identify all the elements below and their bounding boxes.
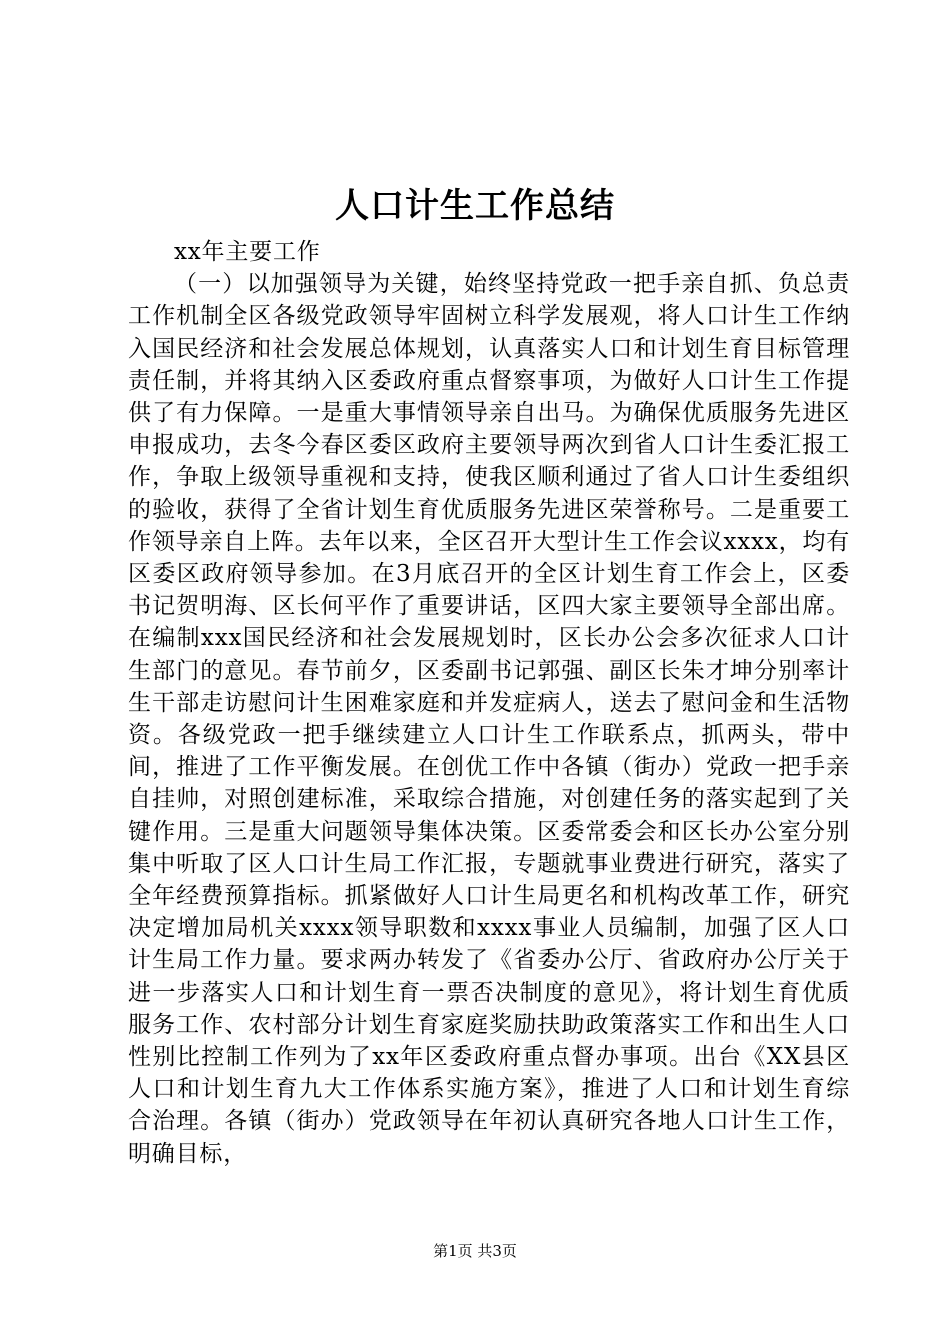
section-heading: xx年主要工作	[174, 239, 321, 265]
body-paragraph: （一）以加强领导为关键，始终坚持党政一把手亲自抓、负总责工作机制全区各级党政领导牢固树立科学发展观，将人口计生工作纳入国民经济和社会发展总体规划，认真落实人口和计划生育目标管理责任制，并将其纳入区委政府重点督察事项，为做好人口计生工作提供了有力保障。一是重大事情领导亲自出马。为确保优质服务先进区申报成功，去冬今春区委区政府主要领导两次到省人口计生委汇报工作，争取上级领导重视和支持，使我区顺利通过了省人口计生委组织的验收，获得了全省计划生育优质服务先进区荣誉称号。二是重要工作领导亲自上阵。去年以来，全区召开大型计生工作会议xxxx，均有区委区政府领导参加。在3月底召开的全区计划生育工作会上，区委书记贺明海、区长何平作了重要讲话，区四大家主要领导全部出席。在编制xxx国民经济和社会发展规划时，区长办公会多次征求人口计生部门的意见。春节前夕，区委副书记郭强、副区长朱才坤分别率计生干部走访慰问计生困难家庭和并发症病人，送去了慰问金和生活物资。各级党政一把手继续建立人口计生工作联系点，抓两头，带中间，推进了工作平衡发展。在创优工作中各镇（街办）党政一把手亲自挂帅，对照创建标准，采取综合措施，对创建任务的落实起到了关键作用。三是重大问题领导集体决策。区委常委会和区长办公室分别集中听取了区人口计生局工作汇报，专题就事业费进行研究，落实了全年经费预算指标。抓紧做好人口计生局更名和机构改革工作，研究决定增加局机关xxxx领导职数和xxxx事业人员编制，加强了区人口计生局工作力量。要求两办转发了《省委办公厅、省政府办公厅关于进一步落实人口和计划生育一票否决制度的意见》，将计划生育优质服务工作、农村部分计划生育家庭奖励扶助政策落实工作和出生人口性别比控制工作列为了xx年区委政府重点督办事项。出台《XX县区人口和计划生育九大工作体系实施方案》，推进了人口和计划生育综合治理。各镇（街办）党政领导在年初认真研究各地人口计生工作，明确目标，	[128, 271, 850, 1167]
document-body	[128, 236, 850, 1170]
document-title: 人口计生工作总结	[335, 186, 615, 226]
page-footer: 第1页 共3页	[433, 1242, 517, 1260]
